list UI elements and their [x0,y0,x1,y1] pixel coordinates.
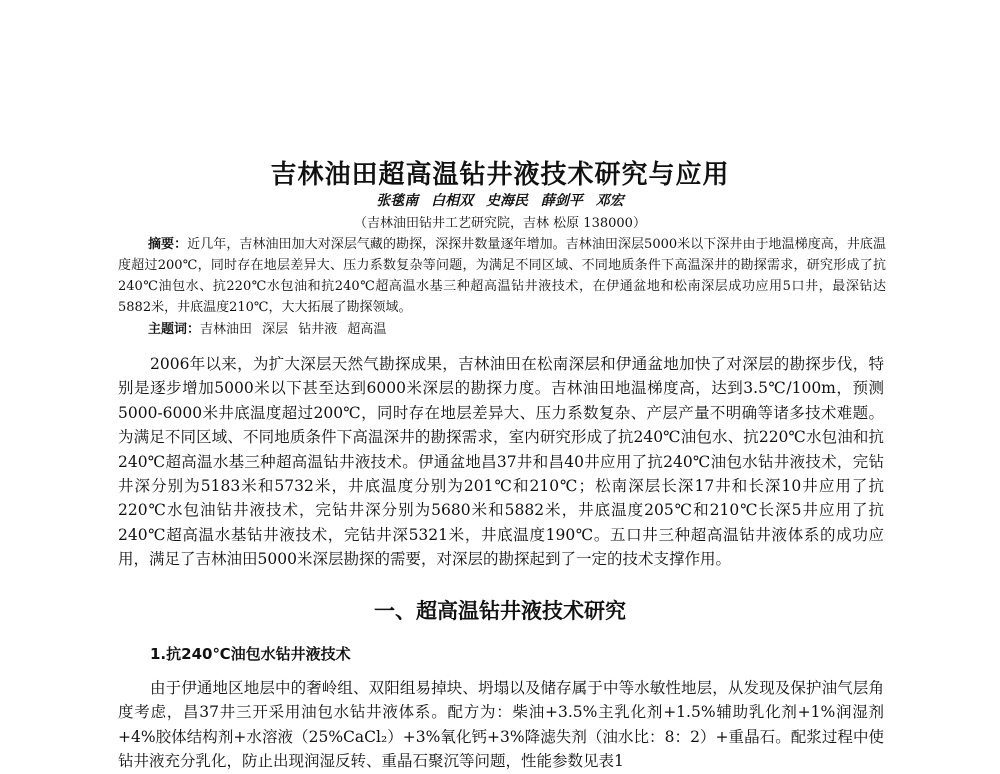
abstract-label: 摘要： [148,237,188,252]
section-paragraph: 由于伊通地区地层中的奢岭组、双阳组易掉块、坍塌以及储存属于中等水敏性地层，从发现及保护油气层角度考虑，昌37井三开采用油包水钻井液体系。配方为：柴油+3.5%主乳化剂+1.5%辅助乳化剂+1%润湿剂+4%胶体结构剂+水溶液（25%CaCl₂）+3%氧化钙+3%降滤失剂（油水比：8：2）+重晶石。配浆过程中使钻井液充分乳化，防止出现润湿反转、重晶石聚沉等问题，性能参数见表1 [118,679,884,771]
paper-title: 吉林油田超高温钻井液技术研究与应用 [270,160,730,190]
keywords-label: 主题词： [148,322,201,337]
abstract [118,234,886,318]
keywords-text: 吉林油田 深层 钻井液 超高温 [200,322,387,337]
keywords [148,320,888,340]
author-list: 张毯南 白相双 史海民 薛剑平 邓宏 [376,193,624,209]
intro-paragraph: 2006年以来，为扩大深层天然气勘探成果，吉林油田在松南深层和伊通盆地加快了对深层的勘探步伐，特别是逐步增加5000米以下甚至达到6000米深层的勘探力度。吉林油田地温梯度高，达到3.5℃/100m，预测5000-6000米井底温度超过200℃，同时存在地层差异大、压力系数复杂、产层产量不明确等诸多技术难题。为满足不同区域、不同地质条件下高温深井的勘探需求，室内研究形成了抗240℃油包水、抗220℃水包油和抗240℃超高温水基三种超高温钻井液技术。伊通盆地昌37井和昌40井应用了抗240℃油包水钻井液技术，完钻井深分别为5183米和5732米，井底温度分别为201℃和210℃；松南深层长深17井和长深10井应用了抗220℃水包油钻井液技术，完钻井深分别为5680米和5882米，井底温度205℃和210℃长深5井应用了抗240℃超高温水基钻井液技术，完钻井深5321米，井底温度190℃。五口井三种超高温钻井液体系的成功应用，满足了吉林油田5000米深层勘探的需要，对深层的勘探起到了一定的技术支撑作用。 [118,355,884,569]
section-heading: 一、超高温钻井液技术研究 [374,599,626,623]
abstract-text: 近几年，吉林油田加大对深层气藏的勘探，深探井数量逐年增加。吉林油田深层5000米以下深井由于地温梯度高，井底温度超过200℃，同时存在地层差异大、压力系数复杂等问题，为满足不同区域、不同地质条件下高温深井的勘探需求，研究形成了抗240℃油包水、抗220℃水包油和抗240℃超高温水基三种超高温钻井液技术，在伊通盆地和松南深层成功应用5口井，最深钻达5882米，井底温度210℃，大大拓展了勘探领域。 [118,237,886,315]
subsection-heading: 1.抗240℃油包水钻井液技术 [150,645,351,663]
affiliation: （吉林油田钻井工艺研究院，吉林 松原 138000） [354,216,646,231]
